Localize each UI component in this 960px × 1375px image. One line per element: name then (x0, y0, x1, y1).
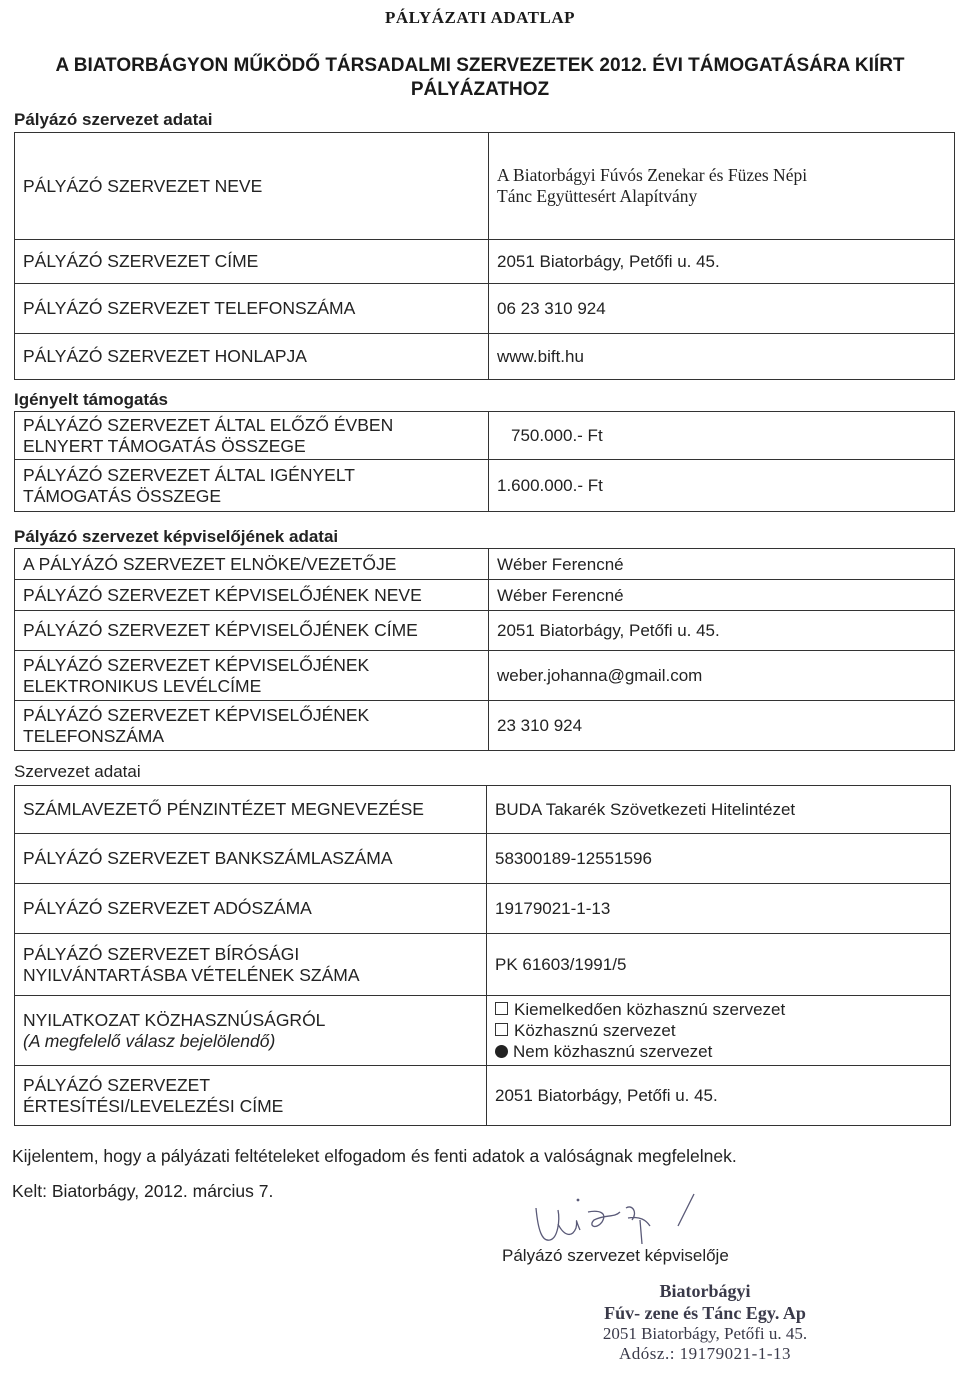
status-option-public-benefit[interactable] (495, 1020, 942, 1041)
declaration-text: Kijelentem, hogy a pályázati feltételeket elfogadom és fenti adatok a valóságnak megfelelnek. (12, 1146, 737, 1166)
tax-label: PÁLYÁZÓ SZERVEZET ADÓSZÁMA (15, 884, 487, 934)
checkbox-empty-icon (495, 1002, 508, 1015)
data-section-title: Szervezet adatai (14, 762, 141, 781)
rep-name-row (15, 580, 955, 611)
data-table (14, 785, 951, 1126)
org-phone-row (15, 284, 955, 334)
bank-label: SZÁMLAVEZETŐ PÉNZINTÉZET MEGNEVEZÉSE (15, 786, 487, 834)
support-table (14, 411, 955, 512)
req-support-row (15, 460, 955, 512)
bank-value: BUDA Takarék Szövetkezeti Hitelintézet (487, 786, 951, 834)
org-name-value-line2: Tánc Együttesért Alapítvány (497, 186, 698, 206)
rep-phone-row (15, 701, 955, 751)
rep-name-label: PÁLYÁZÓ SZERVEZET KÉPVISELŐJÉNEK NEVE (15, 580, 489, 611)
rep-section-title: Pályázó szervezet képviselőjének adatai (14, 527, 339, 546)
call-heading-line2: PÁLYÁZATHOZ (410, 79, 550, 100)
status-label (15, 996, 487, 1066)
chair-row (15, 549, 955, 580)
signature-caption: Pályázó szervezet képviselője (502, 1246, 729, 1265)
checkbox-empty-icon (495, 1023, 508, 1036)
rep-email-value: weber.johanna@gmail.com (489, 651, 955, 701)
org-web-row (15, 334, 955, 380)
status-options (487, 996, 951, 1066)
rep-email-label (15, 651, 489, 701)
org-phone-value: 06 23 310 924 (489, 284, 955, 334)
chair-value: Wéber Ferencné (489, 549, 955, 580)
court-label (15, 934, 487, 996)
org-name-label: PÁLYÁZÓ SZERVEZET NEVE (15, 133, 489, 240)
rep-address-row (15, 611, 955, 651)
rep-address-label: PÁLYÁZÓ SZERVEZET KÉPVISELŐJÉNEK CÍME (15, 611, 489, 651)
org-phone-label: PÁLYÁZÓ SZERVEZET TELEFONSZÁMA (15, 284, 489, 334)
prev-support-value: 750.000.- Ft (489, 412, 955, 460)
rep-email-label-line1: PÁLYÁZÓ SZERVEZET KÉPVISELŐJÉNEK (23, 654, 370, 675)
org-web-value: www.bift.hu (489, 334, 955, 380)
tax-row (15, 884, 951, 934)
account-label: PÁLYÁZÓ SZERVEZET BANKSZÁMLASZÁMA (15, 834, 487, 884)
status-option-not-public-benefit[interactable] (495, 1041, 942, 1062)
prev-support-row (15, 412, 955, 460)
status-option-label: Kiemelkedően közhasznú szervezet (514, 1000, 786, 1019)
req-support-value: 1.600.000.- Ft (489, 460, 955, 512)
notify-label (15, 1066, 487, 1126)
org-address-label: PÁLYÁZÓ SZERVEZET CÍME (15, 240, 489, 284)
org-section-title: Pályázó szervezet adatai (14, 110, 213, 129)
court-row (15, 934, 951, 996)
req-support-label (15, 460, 489, 512)
rep-name-value: Wéber Ferencné (489, 580, 955, 611)
org-table (14, 132, 955, 380)
rep-phone-value: 23 310 924 (489, 701, 955, 751)
court-label-line2: NYILVÁNTARTÁSBA VÉTELÉNEK SZÁMA (23, 964, 360, 985)
prev-support-label-line2: ELNYERT TÁMOGATÁS ÖSSZEGE (23, 435, 306, 456)
page-title: PÁLYÁZATI ADATLAP (384, 8, 576, 27)
status-row (15, 996, 951, 1066)
status-option-label: Közhasznú szervezet (514, 1021, 676, 1040)
status-option-outstanding[interactable] (495, 999, 942, 1020)
rep-email-row (15, 651, 955, 701)
rep-address-value: 2051 Biatorbágy, Petőfi u. 45. (489, 611, 955, 651)
status-label-line1: NYILATKOZAT KÖZHASZNÚSÁGRÓL (23, 1009, 326, 1030)
prev-support-label-line1: PÁLYÁZÓ SZERVEZET ÁLTAL ELŐZŐ ÉVBEN (23, 414, 394, 435)
tax-value: 19179021-1-13 (487, 884, 951, 934)
org-address-value: 2051 Biatorbágy, Petőfi u. 45. (489, 240, 955, 284)
rep-phone-label-line2: TELEFONSZÁMA (23, 725, 164, 746)
date-line: Kelt: Biatorbágy, 2012. március 7. (12, 1181, 274, 1201)
court-label-line1: PÁLYÁZÓ SZERVEZET BÍRÓSÁGI (23, 943, 300, 964)
checkbox-checked-icon (495, 1045, 508, 1058)
status-label-line2: (A megfelelő válasz bejelölendő) (23, 1030, 276, 1051)
court-value: PK 61603/1991/5 (487, 934, 951, 996)
req-support-label-line2: TÁMOGATÁS ÖSSZEGE (23, 485, 222, 506)
bank-row (15, 786, 951, 834)
stamp-line4: Adósz.: 19179021-1-13 (619, 1344, 791, 1363)
account-row (15, 834, 951, 884)
call-heading (20, 54, 940, 102)
stamp-line2: Fúv- zene és Tánc Egy. Ap (604, 1303, 806, 1323)
notify-label-line2: ÉRTESÍTÉSI/LEVELEZÉSI CÍME (23, 1095, 284, 1116)
status-option-label: Nem közhasznú szervezet (513, 1042, 713, 1061)
notify-row (15, 1066, 951, 1126)
stamp-line1: Biatorbágyi (659, 1281, 751, 1301)
notify-label-line1: PÁLYÁZÓ SZERVEZET (23, 1074, 211, 1095)
account-value: 58300189-12551596 (487, 834, 951, 884)
rep-phone-label (15, 701, 489, 751)
organization-stamp (585, 1280, 825, 1364)
rep-phone-label-line1: PÁLYÁZÓ SZERVEZET KÉPVISELŐJÉNEK (23, 704, 370, 725)
call-heading-line1: A BIATORBÁGYON MŰKÖDŐ TÁRSADALMI SZERVEZETEK 2012. ÉVI TÁMOGATÁSÁRA KIÍRT (55, 55, 905, 76)
rep-table (14, 548, 955, 751)
chair-label: A PÁLYÁZÓ SZERVEZET ELNÖKE/VEZETŐJE (15, 549, 489, 580)
org-name-value-line1: A Biatorbágyi Fúvós Zenekar és Füzes Népi (497, 165, 808, 185)
org-web-label: PÁLYÁZÓ SZERVEZET HONLAPJA (15, 334, 489, 380)
req-support-label-line1: PÁLYÁZÓ SZERVEZET ÁLTAL IGÉNYELT (23, 464, 355, 485)
handwritten-signature (528, 1190, 728, 1250)
org-name-row (15, 133, 955, 240)
rep-email-label-line2: ELEKTRONIKUS LEVÉLCÍME (23, 675, 262, 696)
notify-value: 2051 Biatorbágy, Petőfi u. 45. (487, 1066, 951, 1126)
org-address-row (15, 240, 955, 284)
stamp-line3: 2051 Biatorbágy, Petőfi u. 45. (602, 1324, 808, 1343)
org-name-value (489, 133, 955, 240)
support-section-title: Igényelt támogatás (14, 390, 168, 409)
prev-support-label (15, 412, 489, 460)
